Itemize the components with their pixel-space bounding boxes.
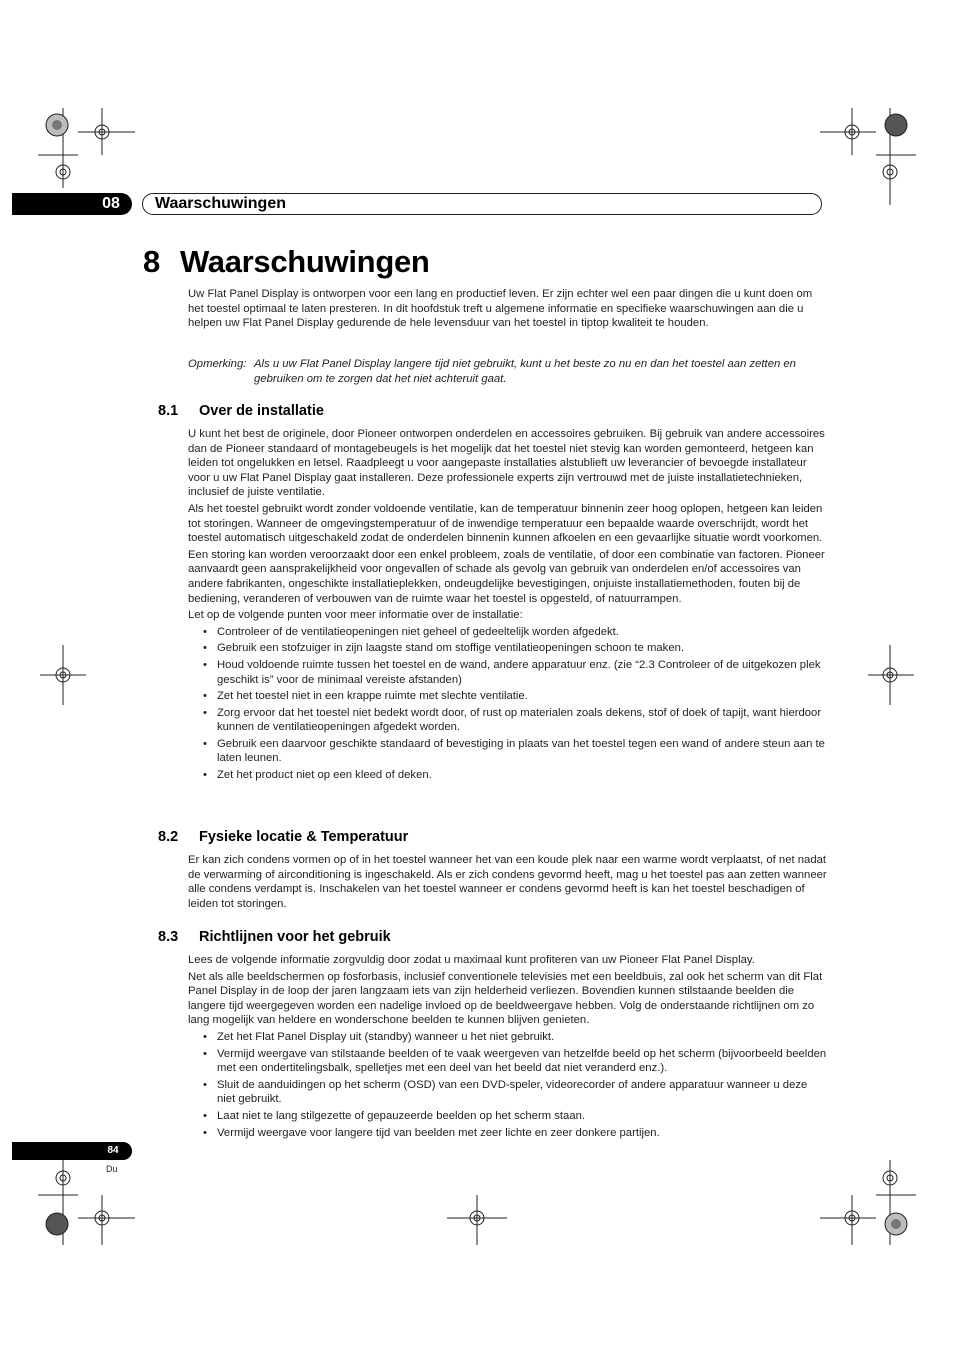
page-title: [143, 244, 430, 280]
page-language: Du: [106, 1164, 118, 1174]
bullet-item: • Laat niet te lang stilgezette of gepauzeerde beelden op het scherm staan.: [188, 1109, 828, 1124]
section-body-8-1: [188, 427, 828, 785]
page-title-number: 8: [143, 244, 160, 279]
paragraph: Net als alle beeldschermen op fosforbasis, inclusief conventionele televisies met een beeldbuis, zal ook het scherm van dit Flat Panel Display in de loop der jaren langzaam iets van zijn helderheid verliezen. Bovendien kunnen stilstaande beelden die langere tijd weergegeven worden een nadelige invloed op de beeldweergave hebben. Volg de onderstaande richtlijnen om zo lang mogelijk van heldere en wonderschone beelden te kunnen blijven genieten.: [188, 970, 823, 1027]
paragraph: Er kan zich condens vormen op of in het toestel wanneer het van een koude plek naar een warme wordt verplaatst, of net nadat de verwarming of airconditioning is ingeschakeld. Als er zich condens gevormd heeft, mag u het toestel pas aan zetten wanneer alle condens verdampt is. Inschakelen van het toestel wanneer er condens gevormd heeft is kan het toestel beschadigen of leiden tot storingen.: [188, 854, 827, 910]
bullet-item: • Houd voldoende ruimte tussen het toestel en de wand, andere apparatuur enz. (zie “2.3 Controleer of de uitgekozen plek geschikt is” voor de minimaal vereiste afstanden): [188, 658, 828, 687]
section-heading-8-2: [158, 829, 408, 845]
section-heading-8-1: [158, 403, 324, 419]
section-body-8-2: [188, 853, 828, 913]
bullet-item: • Zorg ervoor dat het toestel niet bedekt wordt door, of rust op materialen zoals dekens, stof of doek of tapijt, want hierdoor kunnen de ventilatieopeningen afgedekt worden.: [188, 706, 828, 735]
page-title-text: Waarschuwingen: [179, 244, 430, 279]
paragraph: U kunt het best de originele, door Pioneer ontworpen onderdelen en accessoires gebruiken. Bij gebruik van andere accessoires dan de Pioneer standaard of montagebeugels is het mogelijk dat het toestel niet stevig kan worden gemonteerd, hetgeen kan leiden tot ongelukken en letsel. Raadpleegt u voor aangepaste installaties alstublieft uw leverancier of bevoegde installateur voor u uw Flat Panel Display gaat installeren. Deze professionele experts zijn vertrouwd met de juiste installatietechnieken, inclusief de juiste ventilatie.: [188, 428, 825, 499]
paragraph: Lees de volgende informatie zorgvuldig door zodat u maximaal kunt profiteren van uw Pioneer Flat Panel Display.: [188, 954, 755, 966]
section-number: 8.2: [158, 829, 179, 845]
intro-paragraph: Uw Flat Panel Display is ontworpen voor een lang en productief leven. Er zijn echter wel een paar dingen die u kunt doen om het toestel optimaal te laten presteren. In dit hoofdstuk treft u algemene informatie en specifieke waarschuwingen aan die u helpen uw Flat Panel Display gedurende de hele levensduur van het toestel in tiptop kwaliteit te houden.: [188, 288, 813, 330]
bullet-item: • Vermijd weergave voor langere tijd van beelden met zeer lichte en zeer donkere partijen.: [188, 1126, 828, 1141]
section-number: 8.1: [158, 403, 179, 419]
bullet-list: [188, 625, 828, 783]
note-text: Als u uw Flat Panel Display langere tijd niet gebruikt, kunt u het beste zo nu en dan het toestel aan zetten en gebruiken om te zorgen dat het niet achteruit gaat.: [254, 358, 796, 385]
section-title: Over de installatie: [199, 403, 324, 419]
paragraph: Let op de volgende punten voor meer informatie over de installatie:: [188, 609, 523, 622]
note-label: Opmerking:: [188, 358, 247, 370]
section-title: Richtlijnen voor het gebruik: [199, 929, 391, 945]
paragraph: Als het toestel gebruikt wordt zonder voldoende ventilatie, kan de temperatuur binnenin zeer hoog oplopen, hetgeen kan leiden tot storingen. Wanneer de omgevingstemperatuur of de inwendige temperatuur een bepaalde waarde overschrijdt, wordt het toestel automatisch uitgeschakeld zodat de onderdelen binnenin kunnen afkoelen en een gevaarlijke situatie wordt voorkomen.: [188, 502, 823, 545]
chapter-number: 08: [102, 195, 120, 212]
page-number: 84: [107, 1145, 119, 1156]
bullet-item: • Sluit de aanduidingen op het scherm (OSD) van een DVD-speler, videorecorder of andere apparatuur wanneer u deze niet gebruikt.: [188, 1078, 828, 1107]
note: [188, 357, 828, 386]
section-heading-8-3: [158, 929, 391, 945]
bullet-list: [188, 1030, 828, 1140]
section-body-8-3: [188, 953, 828, 1142]
section-title: Fysieke locatie & Temperatuur: [199, 829, 409, 845]
paragraph: Een storing kan worden veroorzaakt door een enkel probleem, zoals de ventilatie, of door een combinatie van factoren. Pioneer aanvaardt geen aansprakelijkheid voor ongevallen of schade als gevolg van gebruik van onderdelen en/of accessoires van andere fabrikanten, ongeschikte installatieplekken, ondeugdelijke bevestigingen, onjuiste installatiemethoden, fouten bij de bediening, veranderen of verbouwen van de ruimte waar het toestel is opgesteld, of natuurrampen.: [188, 548, 825, 605]
bullet-item: • Gebruik een stofzuiger in zijn laagste stand om stoffige ventilatieopeningen schoon te maken.: [188, 641, 828, 656]
chapter-header-title: Waarschuwingen: [155, 195, 286, 212]
bullet-item: • Controleer of de ventilatieopeningen niet geheel of gedeeltelijk worden afgedekt.: [188, 625, 828, 640]
bullet-item: • Vermijd weergave van stilstaande beelden of te vaak weergeven van hetzelfde beeld op het scherm (bijvoorbeeld beelden met een ondertitelingsbalk, spelletjes met een deel van het beeld dat niet veranderd enz.).: [188, 1047, 828, 1076]
bullet-item: • Zet het product niet op een kleed of deken.: [188, 768, 828, 783]
bullet-item: • Zet het toestel niet in een krappe ruimte met slechte ventilatie.: [188, 689, 828, 704]
bullet-item: • Gebruik een daarvoor geschikte standaard of bevestiging in plaats van het toestel tegen een wand of andere steun aan te laten leunen.: [188, 737, 828, 766]
bullet-item: • Zet het Flat Panel Display uit (standby) wanneer u het niet gebruikt.: [188, 1030, 828, 1045]
section-number: 8.3: [158, 929, 179, 945]
